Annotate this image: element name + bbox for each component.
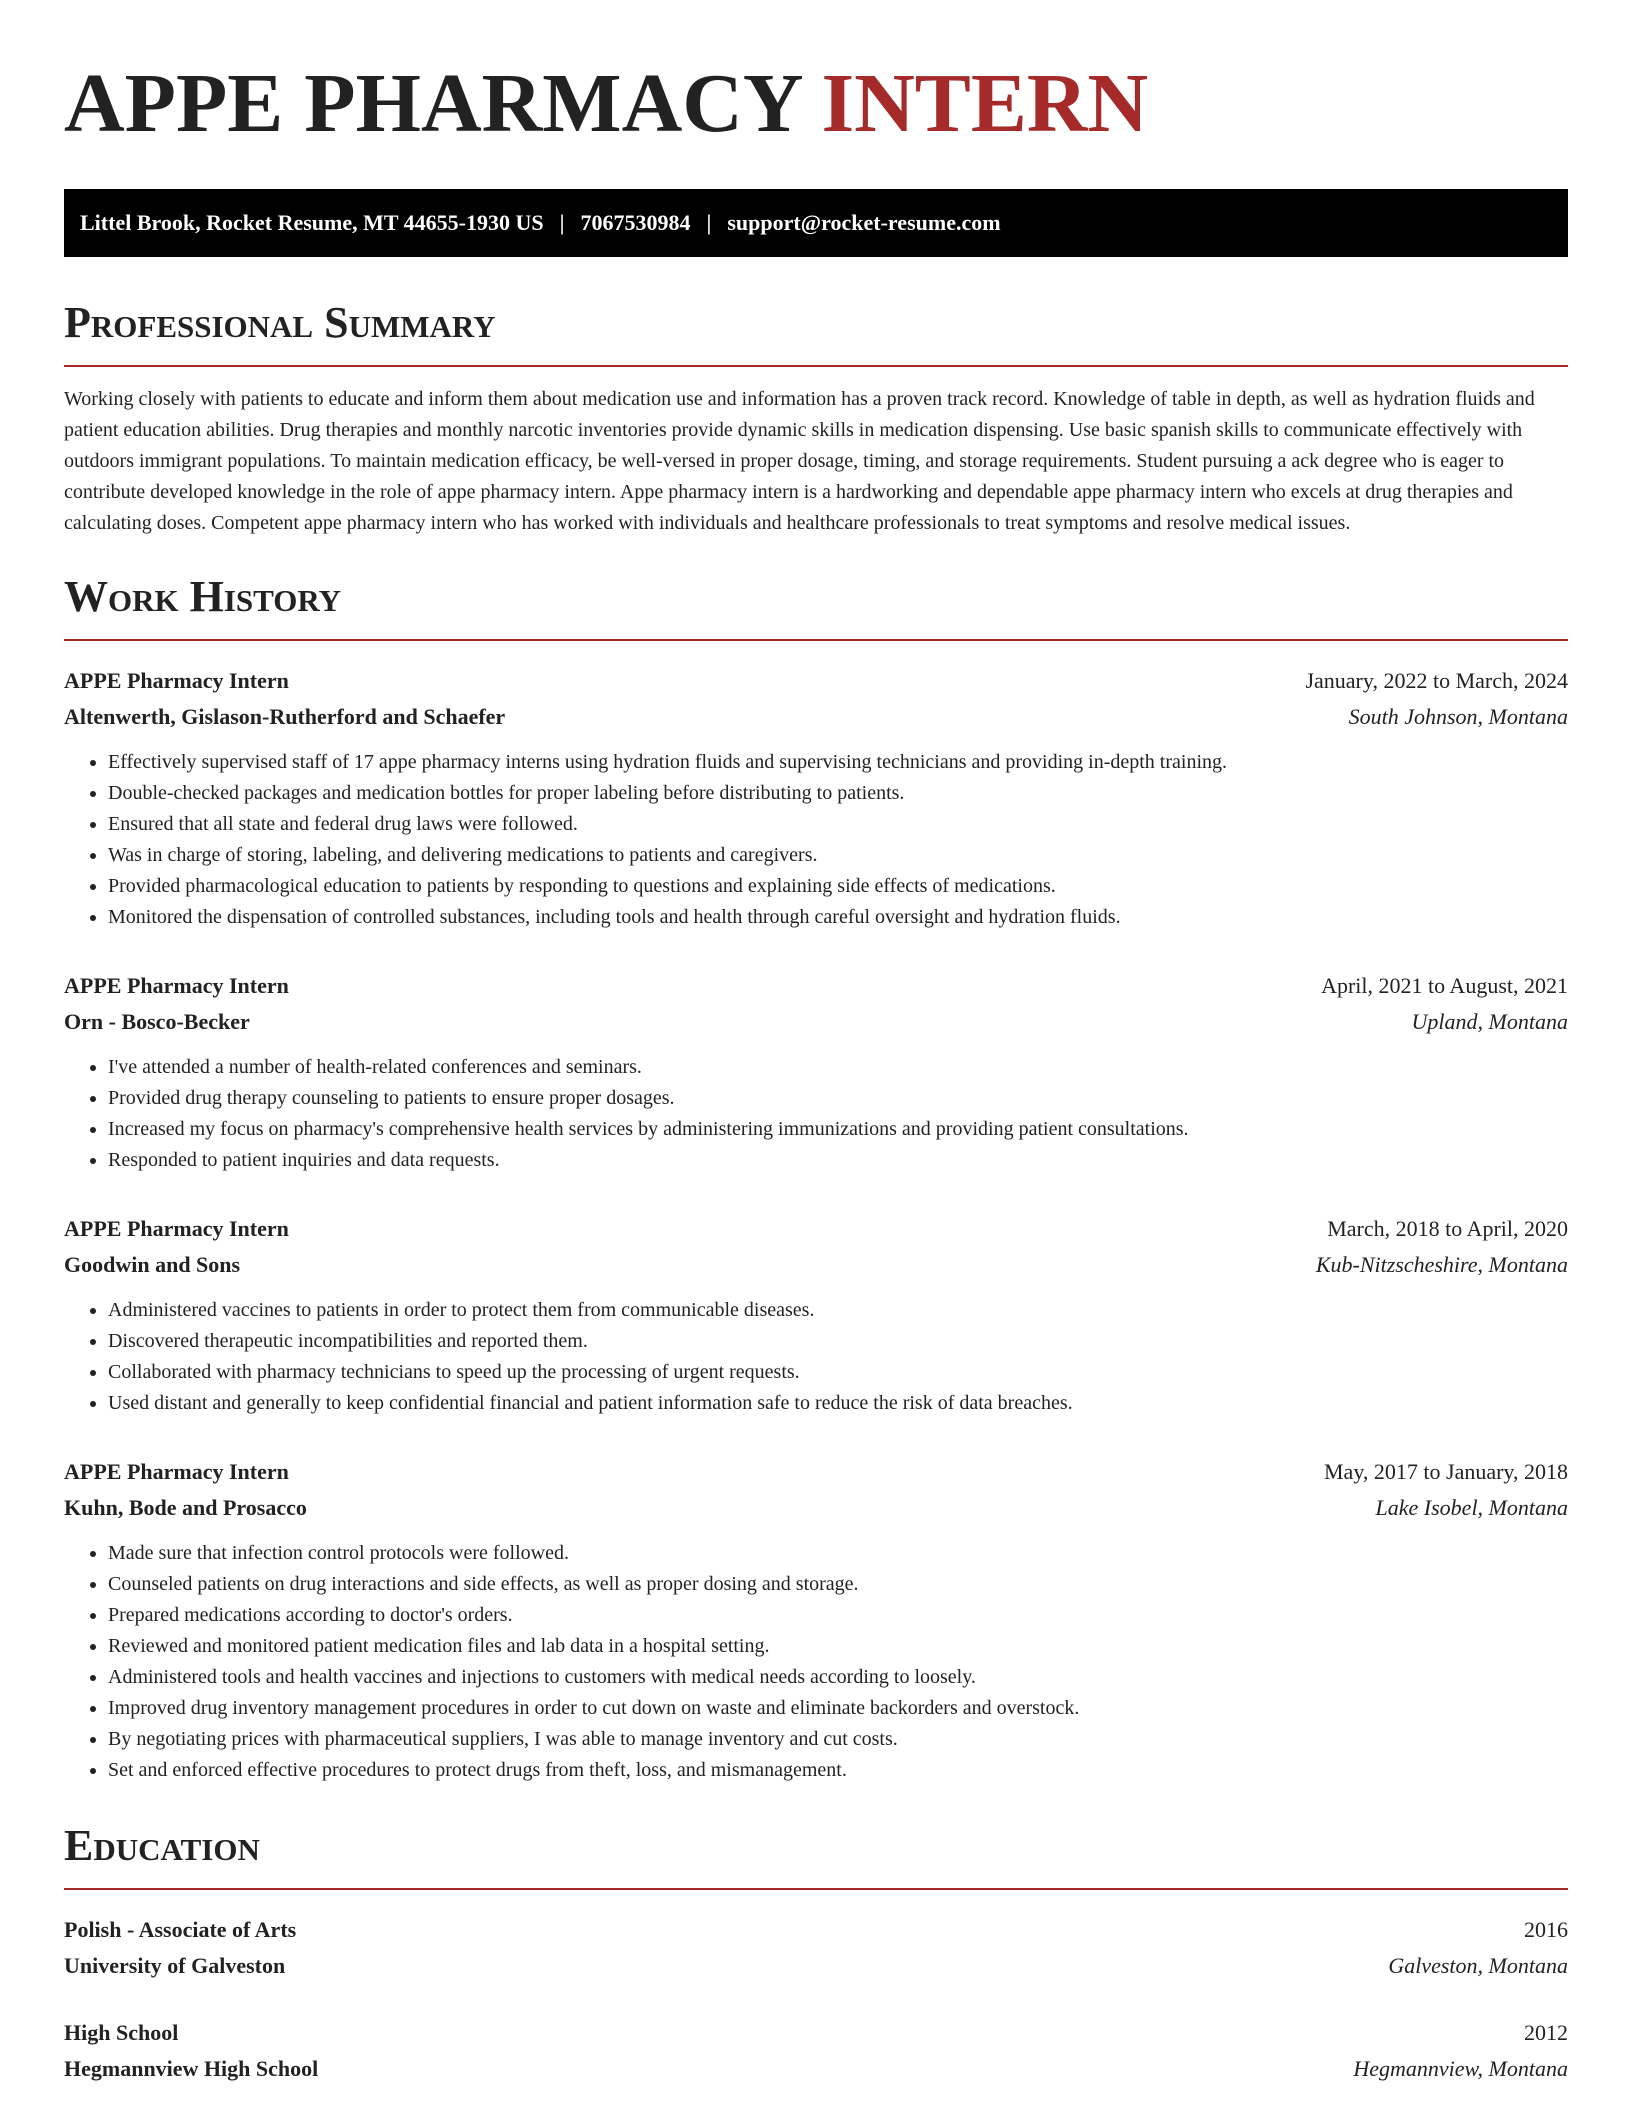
job-bullet: • Responded to patient inquiries and data requests. <box>108 1145 1568 1176</box>
job-bullet: • Set and enforced effective procedures to protect drugs from theft, loss, and mismanagement. <box>108 1755 1568 1786</box>
job-company: Goodwin and Sons <box>64 1252 241 1277</box>
job-bullet: • Discovered therapeutic incompatibilities and reported them. <box>108 1326 1568 1357</box>
candidate-name <box>64 56 1568 152</box>
section-divider <box>64 639 1568 641</box>
job-bullet: • Monitored the dispensation of controlled substances, including tools and health through careful oversight and hydration fluids. <box>108 902 1568 933</box>
job-company-row <box>64 1247 1568 1283</box>
work-history-section <box>64 571 1568 1786</box>
education-section <box>64 1820 1568 2087</box>
contact-email: support@rocket-resume.com <box>727 210 1001 235</box>
summary-text: Working closely with patients to educate and inform them about medication use and information has a proven track record. Knowledge of table in depth, as well as hydration fluids and patient education abilities. Drug therapies and monthly narcotic inventories provide dynamic skills in medication dispensing. Use basic spanish skills to communicate effectively with outdoors immigrant populations. To maintain medication efficacy, be well-versed in proper dosage, timing, and storage requirements. Student pursuing a ack degree who is eager to contribute developed knowledge in the role of appe pharmacy intern. Appe pharmacy intern is a hardworking and dependable appe pharmacy intern who excels at drug therapies and calculating doses. Competent appe pharmacy intern who has worked with individuals and healthcare professionals to treat symptoms and resolve medical issues. <box>64 388 1535 534</box>
job-entry <box>64 1211 1568 1419</box>
education-location: Galveston, Montana <box>1388 1953 1568 1978</box>
job-list <box>64 663 1568 1786</box>
summary-section <box>64 297 1568 539</box>
job-bullet: • Prepared medications according to doctor's orders. <box>108 1600 1568 1631</box>
section-title-education: Education <box>64 1821 260 1870</box>
education-list <box>64 1912 1568 2087</box>
job-header-row <box>64 968 1568 1004</box>
contact-separator: | <box>706 210 712 235</box>
education-degree: Polish - Associate of Arts <box>64 1917 297 1942</box>
job-entry <box>64 663 1568 933</box>
job-bullet: • Was in charge of storing, labeling, and delivering medications to patients and caregivers. <box>108 840 1568 871</box>
job-company: Kuhn, Bode and Prosacco <box>64 1495 307 1520</box>
job-dates: May, 2017 to January, 2018 <box>1324 1459 1568 1484</box>
section-divider <box>64 365 1568 367</box>
job-bullet: • Effectively supervised staff of 17 appe pharmacy interns using hydration fluids and supervising technicians and providing in-depth training. <box>108 747 1568 778</box>
education-year: 2016 <box>1524 1917 1568 1942</box>
job-bullet: • Collaborated with pharmacy technicians to speed up the processing of urgent requests. <box>108 1357 1568 1388</box>
job-company-row <box>64 1490 1568 1526</box>
job-location: South Johnson, Montana <box>1348 704 1568 729</box>
education-location: Hegmannview, Montana <box>1353 2056 1568 2081</box>
job-company-row <box>64 699 1568 735</box>
job-bullet: • Used distant and generally to keep confidential financial and patient information safe to reduce the risk of data breaches. <box>108 1388 1568 1419</box>
job-entry <box>64 968 1568 1176</box>
contact-address: Littel Brook, Rocket Resume, MT 44655-1930 US <box>80 210 544 235</box>
job-title: APPE Pharmacy Intern <box>64 973 289 998</box>
name-main: APPE PHARMACY <box>64 57 801 150</box>
job-bullet: • Administered vaccines to patients in order to protect them from communicable diseases. <box>108 1295 1568 1326</box>
job-header-row <box>64 1454 1568 1490</box>
job-dates: March, 2018 to April, 2020 <box>1327 1216 1568 1241</box>
section-divider <box>64 1888 1568 1890</box>
contact-bar <box>64 189 1568 257</box>
section-title-work: Work History <box>64 572 342 621</box>
job-bullet: • Provided drug therapy counseling to patients to ensure proper dosages. <box>108 1083 1568 1114</box>
job-location: Upland, Montana <box>1411 1009 1568 1034</box>
job-entry <box>64 1454 1568 1786</box>
education-degree: High School <box>64 2020 179 2045</box>
education-entry <box>64 2015 1568 2087</box>
education-header-row <box>64 2015 1568 2051</box>
job-title: APPE Pharmacy Intern <box>64 668 289 693</box>
education-school-row <box>64 1948 1568 1984</box>
name-accent: INTERN <box>821 57 1149 150</box>
job-bullets <box>64 1538 1568 1786</box>
job-bullet: • Administered tools and health vaccines and injections to customers with medical needs according to loosely. <box>108 1662 1568 1693</box>
education-header-row <box>64 1912 1568 1948</box>
job-dates: January, 2022 to March, 2024 <box>1305 668 1568 693</box>
job-bullets <box>64 1052 1568 1176</box>
education-school: University of Galveston <box>64 1953 286 1978</box>
job-title: APPE Pharmacy Intern <box>64 1459 289 1484</box>
job-dates: April, 2021 to August, 2021 <box>1321 973 1568 998</box>
section-title-summary: Professional Summary <box>64 298 496 347</box>
job-company: Altenwerth, Gislason-Rutherford and Schaefer <box>64 704 506 729</box>
education-school-row <box>64 2051 1568 2087</box>
education-year: 2012 <box>1524 2020 1568 2045</box>
job-bullets <box>64 747 1568 933</box>
job-bullet: • Increased my focus on pharmacy's comprehensive health services by administering immunizations and providing patient consultations. <box>108 1114 1568 1145</box>
job-location: Kub-Nitzscheshire, Montana <box>1315 1252 1568 1277</box>
job-company: Orn - Bosco-Becker <box>64 1009 250 1034</box>
job-header-row <box>64 663 1568 699</box>
job-bullet: • Made sure that infection control protocols were followed. <box>108 1538 1568 1569</box>
job-company-row <box>64 1004 1568 1040</box>
job-bullet: • Provided pharmacological education to patients by responding to questions and explaining side effects of medications. <box>108 871 1568 902</box>
job-bullet: • I've attended a number of health-related conferences and seminars. <box>108 1052 1568 1083</box>
job-bullet: • By negotiating prices with pharmaceutical suppliers, I was able to manage inventory and cut costs. <box>108 1724 1568 1755</box>
job-title: APPE Pharmacy Intern <box>64 1216 289 1241</box>
education-school: Hegmannview High School <box>64 2056 319 2081</box>
education-entry <box>64 1912 1568 1984</box>
job-bullet: • Counseled patients on drug interactions and side effects, as well as proper dosing and storage. <box>108 1569 1568 1600</box>
job-bullet: • Reviewed and monitored patient medication files and lab data in a hospital setting. <box>108 1631 1568 1662</box>
job-bullets <box>64 1295 1568 1419</box>
contact-phone: 7067530984 <box>580 210 691 235</box>
job-bullet: • Ensured that all state and federal drug laws were followed. <box>108 809 1568 840</box>
job-bullet: • Double-checked packages and medication bottles for proper labeling before distributing to patients. <box>108 778 1568 809</box>
contact-separator: | <box>559 210 565 235</box>
job-header-row <box>64 1211 1568 1247</box>
job-location: Lake Isobel, Montana <box>1375 1495 1568 1520</box>
job-bullet: • Improved drug inventory management procedures in order to cut down on waste and eliminate backorders and overstock. <box>108 1693 1568 1724</box>
